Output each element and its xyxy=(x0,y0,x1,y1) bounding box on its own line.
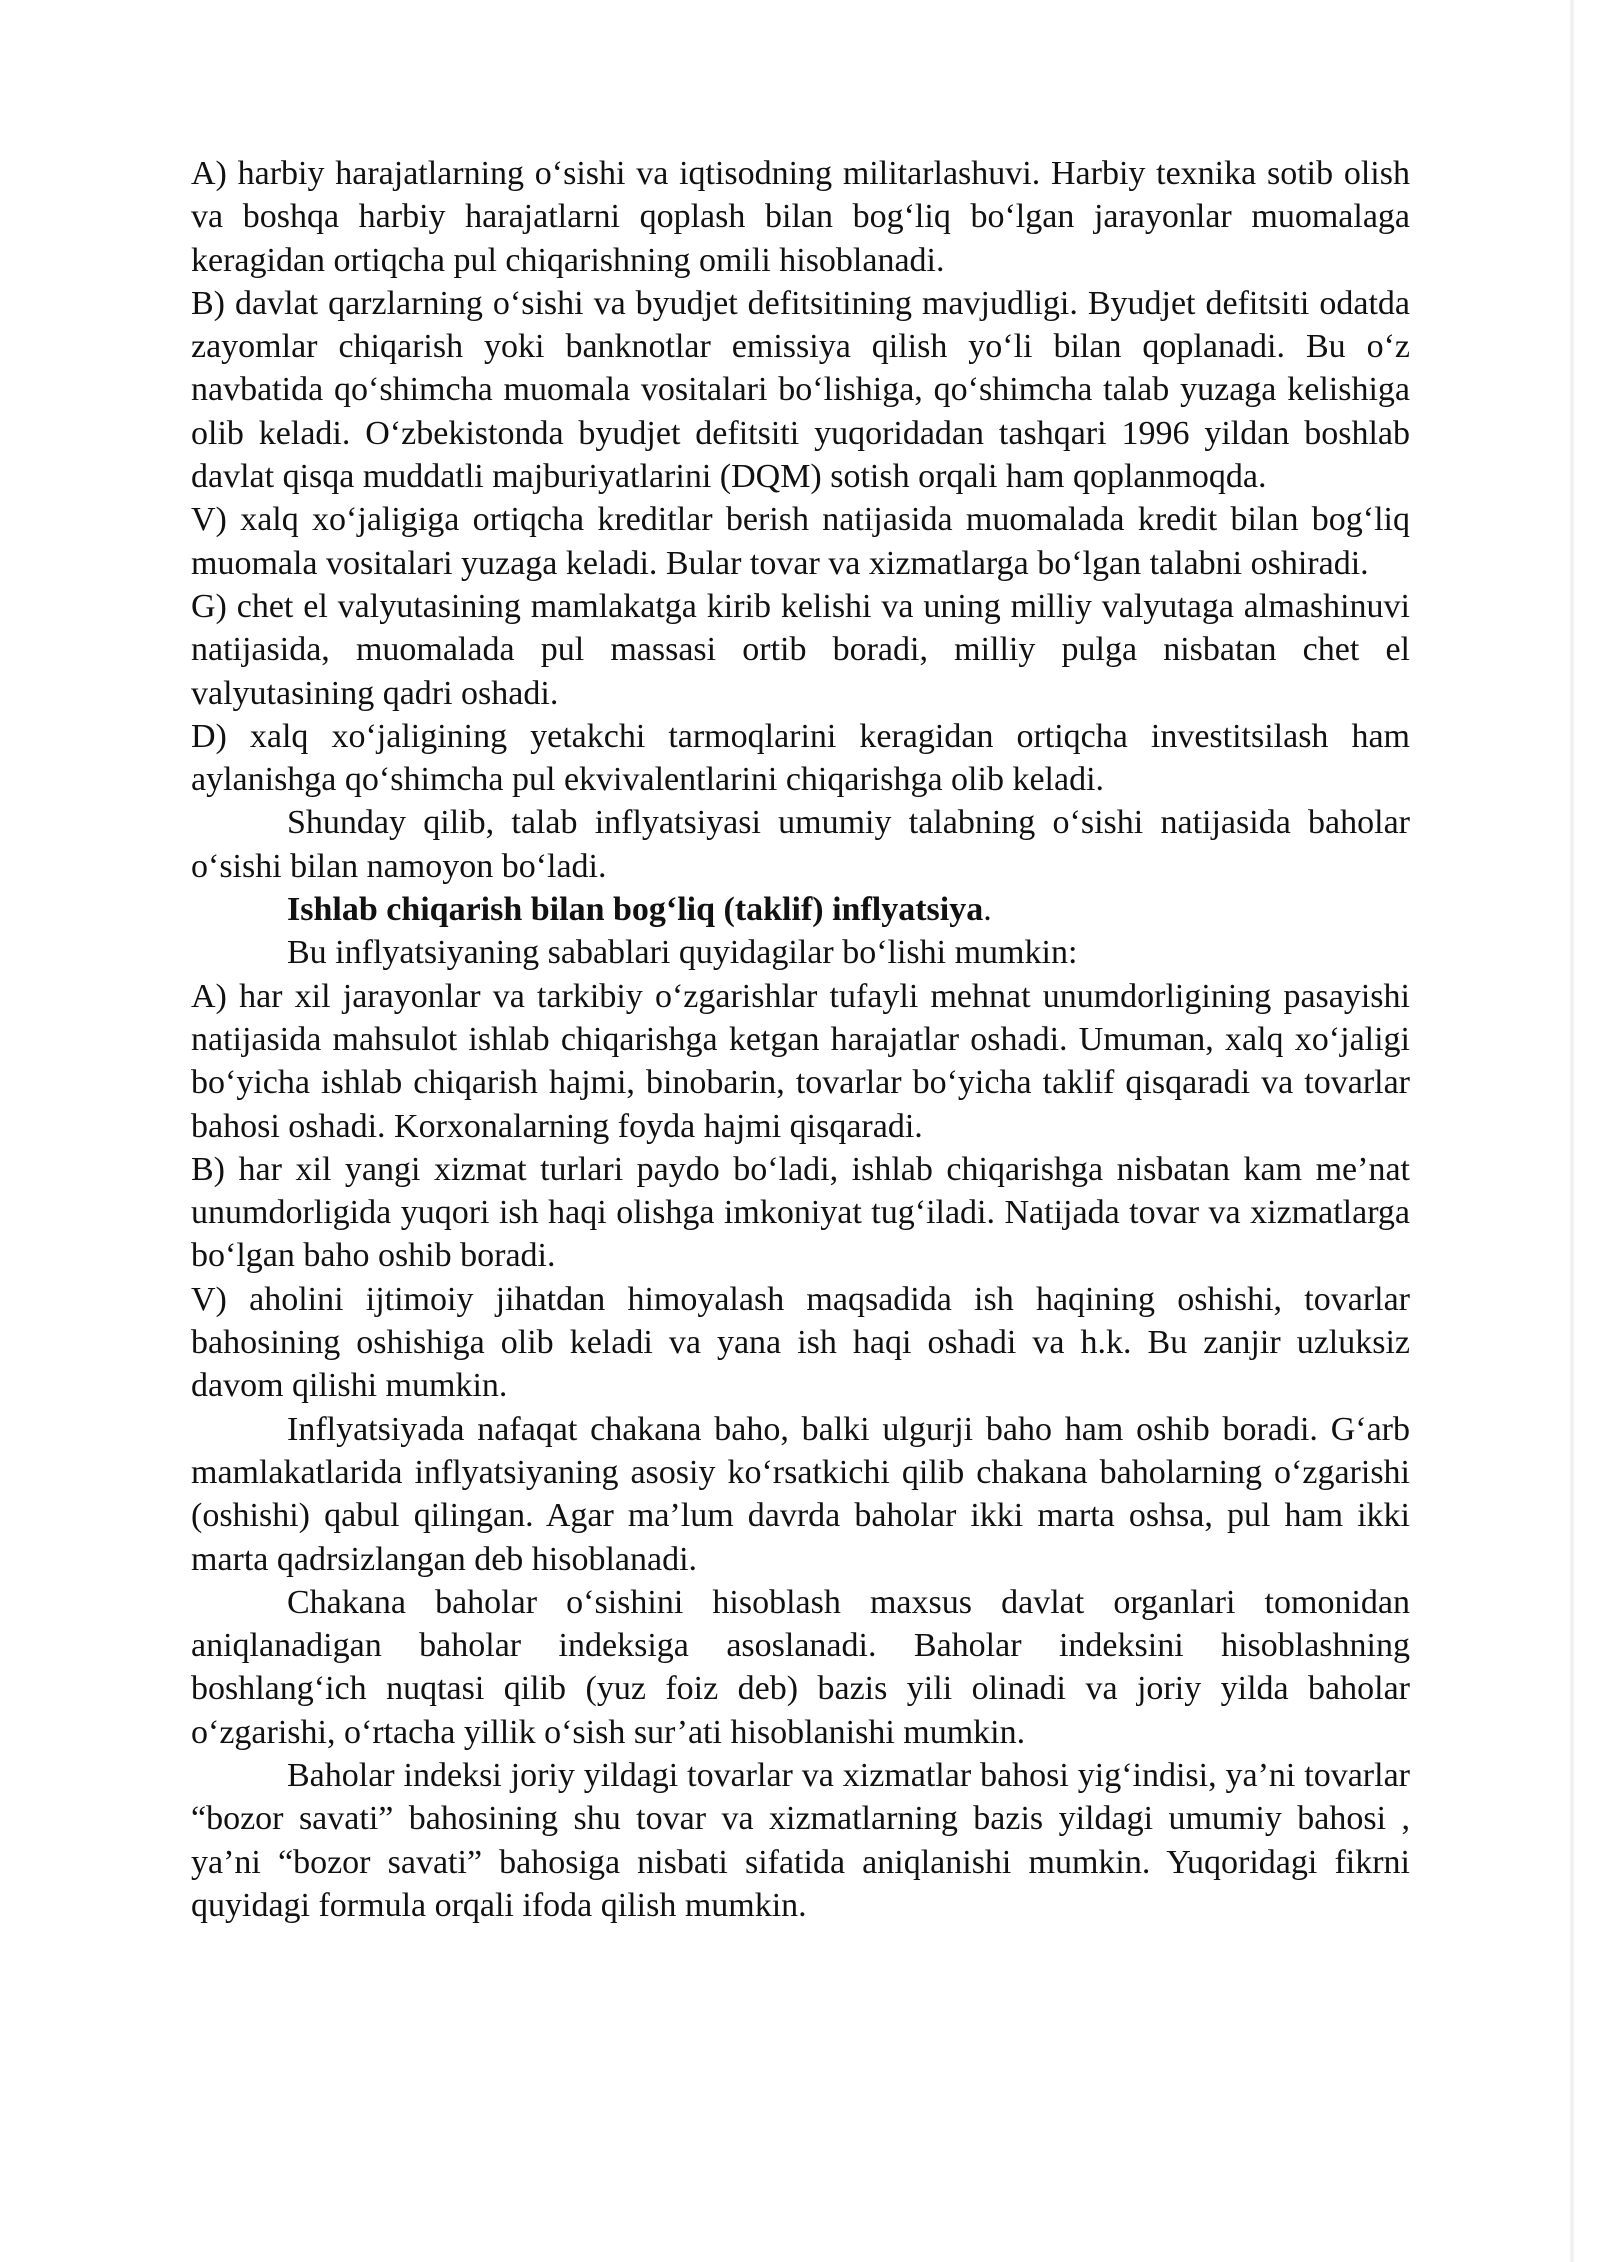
paragraph-cause-b: B) har xil yangi xizmat turlari paydo bo‘ladi, ishlab chiqarishga nisbatan kam me’nat unumdorligida yuqori ish haqi olishga imkoniyat tug‘iladi. Natijada tovar va xizmatlarga bo‘lgan baho oshib boradi. xyxy=(191,1150,1410,1275)
paragraph-causes-intro: Bu inflyatsiyaning sabablari quyidagilar bo‘lishi mumkin: xyxy=(287,934,1078,972)
paragraph-item-g: G) chet el valyutasining mamlakatga kirib kelishi va uning milliy valyutaga almashinuvi natijasida, muomalada pul massasi ortib boradi, milliy pulga nisbatan chet el valyutasining qadri oshadi. xyxy=(191,587,1410,712)
section-heading xyxy=(191,888,1410,931)
paragraph-cause-v: V) aholini ijtimoiy jihatdan himoyalash maqsadida ish haqining oshishi, tovarlar bahosining oshishiga olib keladi va yana ish haqi oshadi va h.k. Bu zanjir uzluksiz davom qilishi mumkin. xyxy=(191,1280,1410,1405)
document-body xyxy=(191,152,1410,1927)
paragraph-item-d: D) xalq xo‘jaligining yetakchi tarmoqlarini keragidan ortiqcha investitsilash ham aylanishga qo‘shimcha pul ekvivalentlarini chiqarishga olib keladi. xyxy=(191,717,1410,799)
paragraph-retail-wholesale: Inflyatsiyada nafaqat chakana baho, balki ulgurji baho ham oshib boradi. G‘arb mamlakatlarida inflyatsiyaning asosiy ko‘rsatkichi qilib chakana baholarning o‘zgarishi (oshishi) qabul qilingan. Agar ma’lum davrda baholar ikki marta oshsa, pul ham ikki marta qadrsizlangan deb hisoblanadi. xyxy=(191,1410,1410,1578)
paragraph-item-b: B) davlat qarzlarning o‘sishi va byudjet defitsitining mavjudligi. Byudjet defitsiti odatda zayomlar chiqarish yoki banknotlar emissiya qilish yo‘li bilan qoplanadi. Bu o‘z navbatida qo‘shimcha muomala vositalari bo‘lishiga, qo‘shimcha talab yuzaga kelishiga olib keladi. O‘zbekistonda byudjet defitsiti yuqoridadan tashqari 1996 yildan boshlab davlat qisqa muddatli majburiyatlarini (DQM) sotish orqali ham qoplanmoqda. xyxy=(191,284,1410,496)
paragraph-summary: Shunday qilib, talab inflyatsiyasi umumiy talabning o‘sishi natijasida baholar o‘sishi bilan namoyon bo‘ladi. xyxy=(191,804,1410,885)
section-heading-period: . xyxy=(983,891,992,929)
section-heading-text: Ishlab chiqarish bilan bog‘liq (taklif) inflyatsiya xyxy=(287,891,984,929)
paragraph-item-v: V) xalq xo‘jaligiga ortiqcha kreditlar berish natijasida muomalada kredit bilan bog‘liq muomala vositalari yuzaga keladi. Bular tovar va xizmatlarga bo‘lgan talabni oshiradi. xyxy=(191,501,1410,582)
paragraph-cause-a: A) har xil jarayonlar va tarkibiy o‘zgarishlar tufayli mehnat unumdorligining pasayishi natijasida mahsulot ishlab chiqarishga ketgan harajatlar oshadi. Umuman, xalq xo‘jaligi bo‘yicha ishlab chiqarish hajmi, binobarin, tovarlar bo‘yicha taklif qisqaradi va tovarlar bahosi oshadi. Korxonalarning foyda hajmi qisqaradi. xyxy=(191,977,1410,1145)
paragraph-price-index-basis: Chakana baholar o‘sishini hisoblash maxsus davlat organlari tomonidan aniqlanadigan baholar indeksiga asoslanadi. Baholar indeksini hisoblashning boshlang‘ich nuqtasi qilib (yuz foiz deb) bazis yili olinadi va joriy yilda baholar o‘zgarishi, o‘rtacha yillik o‘sish sur’ati hisoblanishi mumkin. xyxy=(191,1583,1410,1751)
paragraph-price-index-definition: Baholar indeksi joriy yildagi tovarlar va xizmatlar bahosi yig‘indisi, ya’ni tovarlar “bozor savati” bahosining shu tovar va xizmatlarning bazis yildagi umumiy bahosi , ya’ni “bozor savati” bahosiga nisbati sifatida aniqlanishi mumkin. Yuqoridagi fikrni quyidagi formula orqali ifoda qilish mumkin. xyxy=(191,1756,1410,1924)
paragraph-item-a: A) harbiy harajatlarning o‘sishi va iqtisodning militarlashuvi. Harbiy texnika sotib olish va boshqa harbiy harajatlarni qoplash bilan bog‘liq bo‘lgan jarayonlar muomalaga keragidan ortiqcha pul chiqarishning omili hisoblanadi. xyxy=(191,155,1410,279)
page-edge-shadow xyxy=(1569,0,1575,2262)
